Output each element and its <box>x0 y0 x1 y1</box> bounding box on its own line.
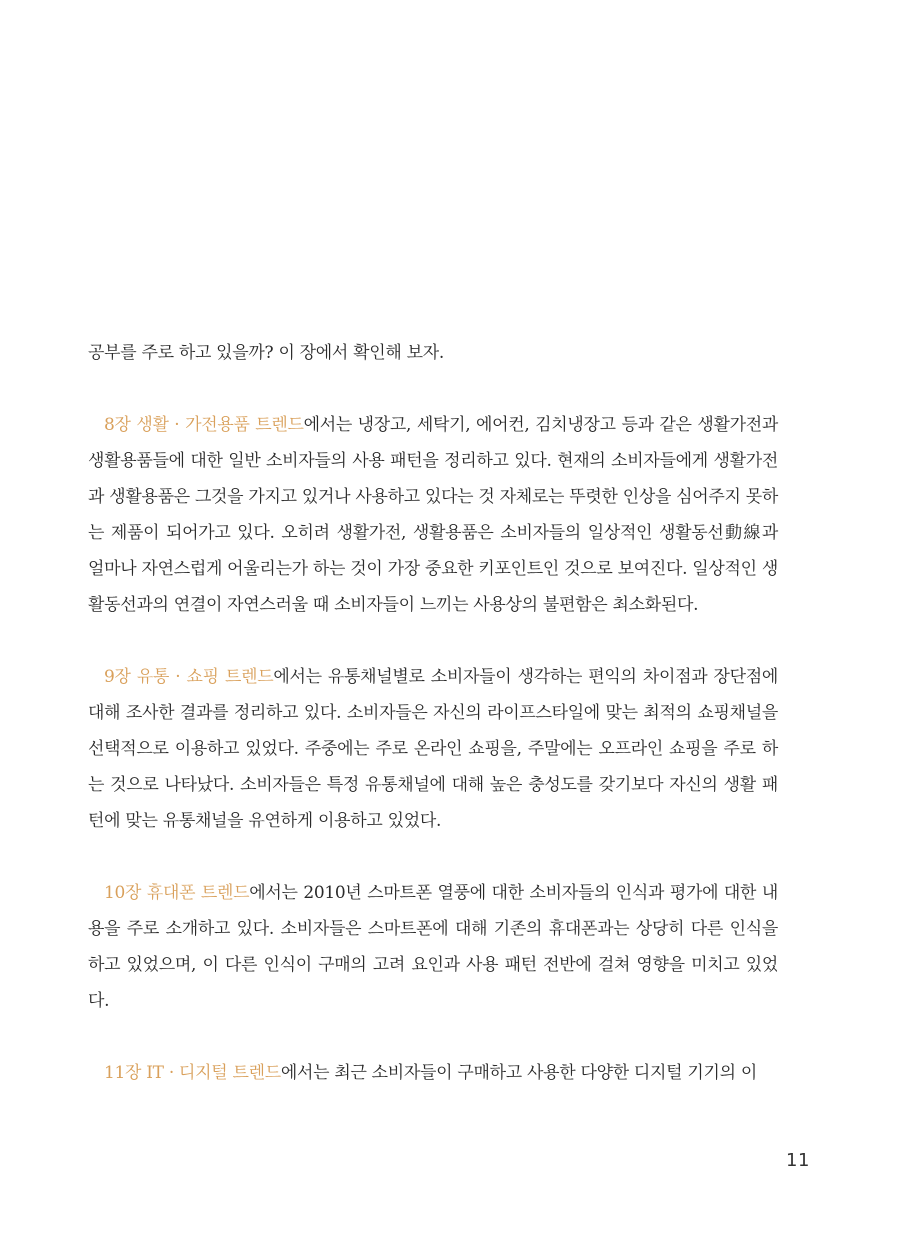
page-number: 11 <box>786 1150 810 1171</box>
paragraph-gap <box>88 371 778 407</box>
paragraph-gap <box>88 1019 778 1055</box>
paragraph-text: 에서는 2010년 스마트폰 열풍에 대한 소비자들의 인식과 평가에 대한 내용을 주로 소개하고 있다. 소비자들은 스마트폰에 대해 기존의 휴대폰과는 상당히 다른 인식을 하고 있었으며, 이 다른 인식이 구매의 고려 요인과 사용 패턴 전반에 걸쳐 영향을 미치고 있었다. <box>88 883 778 1011</box>
paragraph-chapter-9 <box>88 659 778 839</box>
paragraph-gap <box>88 623 778 659</box>
chapter-9-title: 9장 유통 · 쇼핑 트렌드 <box>104 667 274 687</box>
paragraph-gap <box>88 839 778 875</box>
paragraph-text: 공부를 주로 하고 있을까? 이 장에서 확인해 보자. <box>88 343 444 363</box>
paragraph-text: 에서는 최근 소비자들이 구매하고 사용한 다양한 디지털 기기의 이 <box>280 1063 757 1083</box>
chapter-8-title: 8장 생활 · 가전용품 트렌드 <box>104 415 304 435</box>
paragraph-chapter-8 <box>88 407 778 623</box>
paragraph-text: 에서는 유통채널별로 소비자들이 생각하는 편익의 차이점과 장단점에 대해 조사한 결과를 정리하고 있다. 소비자들은 자신의 라이프스타일에 맞는 최적의 쇼핑채널을 선택적으로 이용하고 있었다. 주중에는 주로 온라인 쇼핑을, 주말에는 오프라인 쇼핑을 주로 하는 것으로 나타났다. 소비자들은 특정 유통채널에 대해 높은 충성도를 갖기보다 자신의 생활 패턴에 맞는 유통채널을 유연하게 이용하고 있었다. <box>88 667 778 831</box>
chapter-10-title: 10장 휴대폰 트렌드 <box>104 883 250 903</box>
paragraph-chapter-11 <box>88 1055 778 1091</box>
page-body <box>88 335 778 1091</box>
paragraph-text: 에서는 냉장고, 세탁기, 에어컨, 김치냉장고 등과 같은 생활가전과 생활용품들에 대한 일반 소비자들의 사용 패턴을 정리하고 있다. 현재의 소비자들에게 생활가전과 생활용품은 그것을 가지고 있거나 사용하고 있다는 것 자체로는 뚜렷한 인상을 심어주지 못하는 제품이 되어가고 있다. 오히려 생활가전, 생활용품은 소비자들의 일상적인 생활동선動線과 얼마나 자연스럽게 어울리는가 하는 것이 가장 중요한 키포인트인 것으로 보여진다. 일상적인 생활동선과의 연결이 자연스러울 때 소비자들이 느끼는 사용상의 불편함은 최소화된다. <box>88 415 779 615</box>
paragraph-chapter-10 <box>88 875 778 1019</box>
paragraph-intro-end <box>88 335 778 371</box>
chapter-11-title: 11장 IT · 디지털 트렌드 <box>104 1063 281 1083</box>
